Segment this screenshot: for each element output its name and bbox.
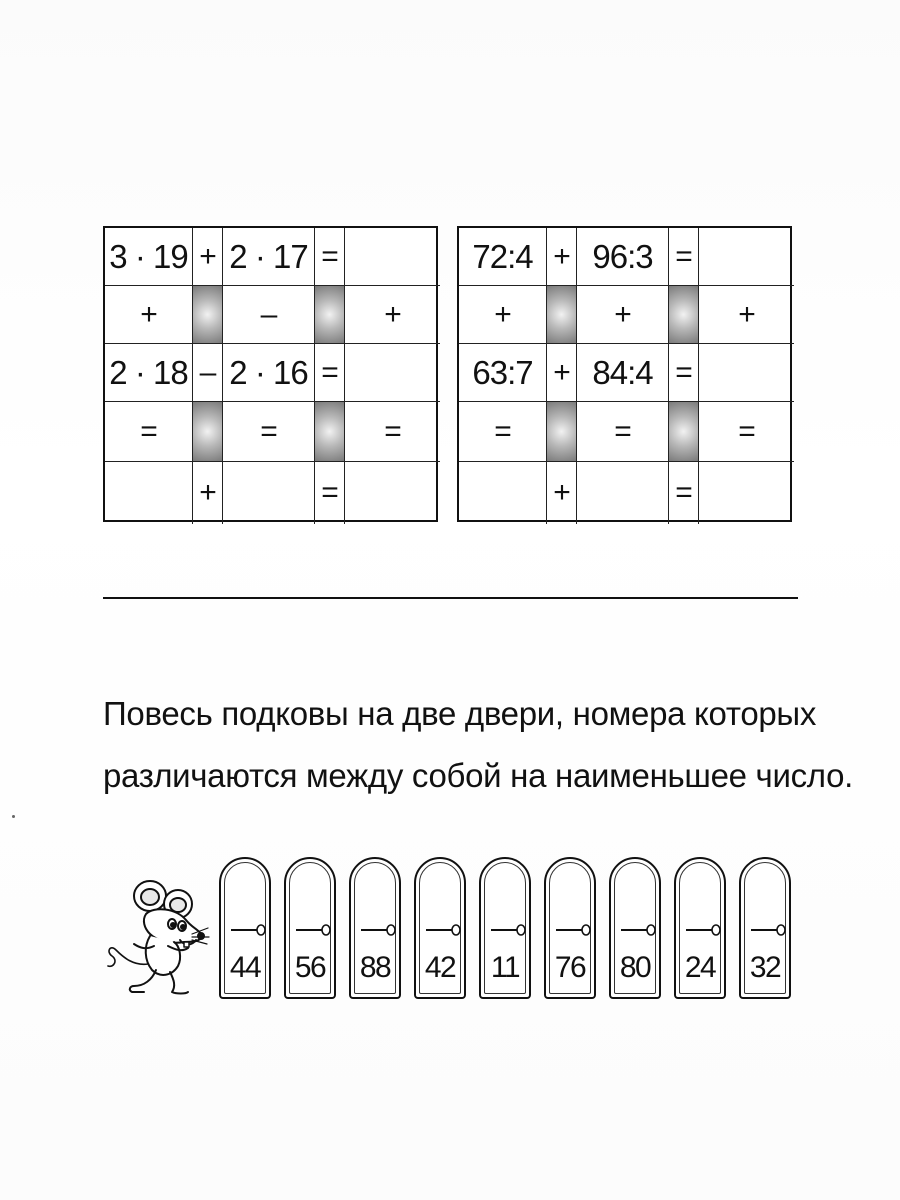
operator-cell: = (223, 402, 315, 462)
shaded-cell (315, 402, 345, 462)
door-number: 56 (294, 951, 326, 984)
answer-cell[interactable] (105, 462, 193, 524)
operator-cell: + (699, 286, 794, 344)
door-number: 11 (490, 951, 520, 984)
expression-cell: 2 · 18 (105, 344, 193, 402)
instruction-line-1: Повесь подковы на две двери, номера которых (103, 695, 817, 732)
operator-cell: = (699, 402, 794, 462)
expression-cell: 2 · 17 (223, 228, 315, 286)
shaded-cell (193, 286, 223, 344)
door[interactable] (479, 857, 531, 999)
operator-cell: = (669, 462, 699, 524)
answer-cell[interactable] (577, 462, 669, 524)
door[interactable] (739, 857, 791, 999)
hook-icon (294, 923, 332, 937)
operator-cell: + (577, 286, 669, 344)
door[interactable] (414, 857, 466, 999)
answer-cell[interactable] (345, 228, 440, 286)
operator-cell: = (577, 402, 669, 462)
operator-cell: = (669, 344, 699, 402)
answer-cell[interactable] (699, 228, 794, 286)
operator-cell: = (669, 228, 699, 286)
hook-icon (554, 923, 592, 937)
shaded-cell (547, 402, 577, 462)
operator-cell: + (547, 462, 577, 524)
shaded-cell (669, 402, 699, 462)
hook-icon (229, 923, 267, 937)
operator-cell: = (315, 228, 345, 286)
operator-cell: + (547, 228, 577, 286)
equation-grid-left (103, 226, 438, 522)
shaded-cell (193, 402, 223, 462)
door-number: 88 (359, 951, 391, 984)
scan-speck (12, 815, 15, 818)
operator-cell: = (459, 402, 547, 462)
mouse-icon (104, 880, 212, 1000)
expression-cell: 2 · 16 (223, 344, 315, 402)
operator-cell: = (345, 402, 440, 462)
door[interactable] (349, 857, 401, 999)
equation-grid-right (457, 226, 792, 522)
operator-cell: + (193, 462, 223, 524)
instruction-line-2: различаются между собой на наименьшее число. (103, 757, 854, 794)
expression-cell: 72:4 (459, 228, 547, 286)
hook-icon (424, 923, 462, 937)
door-number: 80 (619, 951, 651, 984)
door-number: 76 (554, 951, 586, 984)
door[interactable] (219, 857, 271, 999)
answer-cell[interactable] (459, 462, 547, 524)
operator-cell: – (193, 344, 223, 402)
shaded-cell (547, 286, 577, 344)
door[interactable] (284, 857, 336, 999)
hook-icon (359, 923, 397, 937)
door-number: 42 (424, 951, 456, 984)
expression-cell: 63:7 (459, 344, 547, 402)
task-instruction (103, 683, 854, 807)
door-number: 32 (749, 951, 781, 984)
expression-cell: 84:4 (577, 344, 669, 402)
door-number: 44 (229, 951, 261, 984)
expression-cell: 3 · 19 (105, 228, 193, 286)
hook-icon (684, 923, 722, 937)
operator-cell: = (105, 402, 193, 462)
operator-cell: = (315, 344, 345, 402)
door[interactable] (609, 857, 661, 999)
operator-cell: + (105, 286, 193, 344)
answer-cell[interactable] (345, 344, 440, 402)
operator-cell: + (459, 286, 547, 344)
answer-cell[interactable] (345, 462, 440, 524)
operator-cell: + (345, 286, 440, 344)
operator-cell: + (547, 344, 577, 402)
answer-cell[interactable] (699, 344, 794, 402)
operator-cell: – (223, 286, 315, 344)
expression-cell: 96:3 (577, 228, 669, 286)
shaded-cell (315, 286, 345, 344)
hook-icon (489, 923, 527, 937)
hook-icon (749, 923, 787, 937)
operator-cell: + (193, 228, 223, 286)
door-number: 24 (684, 951, 716, 984)
hook-icon (619, 923, 657, 937)
shaded-cell (669, 286, 699, 344)
answer-cell[interactable] (699, 462, 794, 524)
door[interactable] (544, 857, 596, 999)
door[interactable] (674, 857, 726, 999)
divider-line (103, 597, 798, 599)
operator-cell: = (315, 462, 345, 524)
answer-cell[interactable] (223, 462, 315, 524)
